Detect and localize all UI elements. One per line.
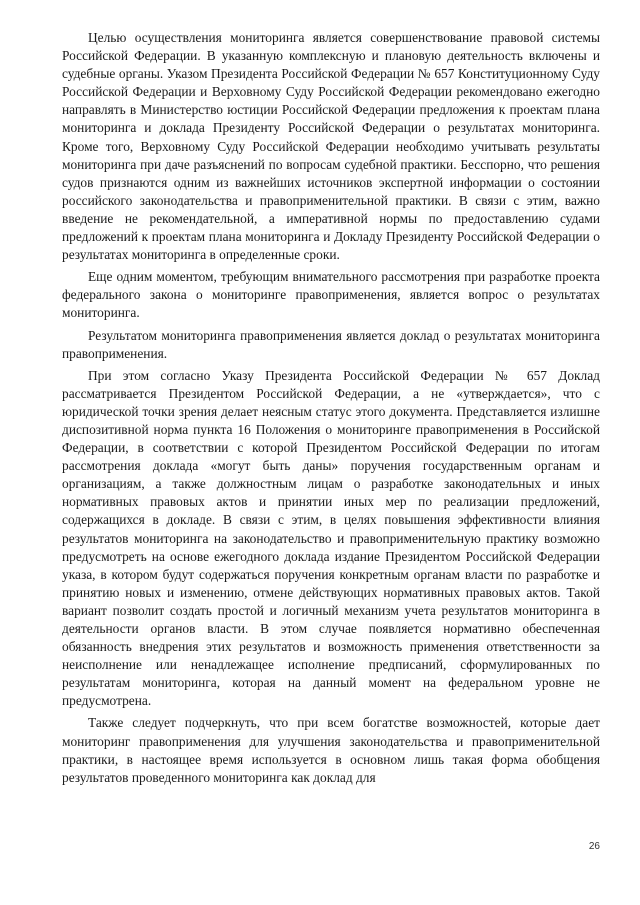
paragraph-decree-657: При этом согласно Указу Президента Российской Федерации № 657 Доклад рассматривается Президентом Российской Федерации, а не «утверждается», что с юридической точки зрения делает неясным статус этого документа. Представляется излишне диспозитивной норма пункта 16 Положения о мониторинге правоприменения в Российской Федерации, в соответствии с которой Президентом Российской Федерации по итогам рассмотрения доклада «могут быть даны» поручения государственным органам и организациям, а также должностным лицам о разработке законодательных и иных нормативных правовых актов и принятии иных мер по реализации предложений, содержащихся в докладе. В связи с этим, в целях повышения эффективности влияния результатов мониторинга на законодательство и правоприменительную практику возможно предусмотреть на основе ежегодного доклада издание Президентом Российской Федерации указа, в котором будут содержаться поручения конкретным органам власти по разработке и принятию новых и изменению, отмене действующих нормативных правовых актов. Такой вариант позволит создать простой и логичный механизм учета результатов мониторинга в деятельности органов власти. В этом случае появляется нормативно обеспеченная обязанность внедрения этих результатов и возможность применения ответственности за неисполнение или ненадлежащее исполнение предписаний, сформулированных по результатам мониторинга, которая на данный момент на федеральном уровне не предусмотрена. [62, 367, 600, 709]
paragraph-results-question: Еще одним моментом, требующим внимательного рассмотрения при разработке проекта федерального закона о мониторинге правоприменения, является вопрос о результатах мониторинга. [62, 269, 600, 321]
body-text [62, 29, 600, 791]
paragraph-report-result: Результатом мониторинга правоприменения является доклад о результатах мониторинга правоприменения. [62, 327, 600, 361]
paragraph-monitoring-goal: Целью осуществления мониторинга является совершенствование правовой системы Российской Федерации. В указанную комплексную и плановую деятельность включены и судебные органы. Указом Президента Российской Федерации № 657 Конституционному Суду Российской Федерации и Верховному Суду Российской Федерации рекомендовано ежегодно направлять в Министерство юстиции Российской Федерации предложения к проектам плана мониторинга и доклада Президенту Российской Федерации о результатах мониторинга. Кроме того, Верховному Суду Российской Федерации необходимо учитывать результаты мониторинга при даче разъяснений по вопросам судебной практики. Бесспорно, что решения судов признаются одним из важнейших источников экспертной информации о состоянии российского законодательства и правоприменительной практики. В связи с этим, важно введение не рекомендательной, а императивной нормы по предоставлению судами предложений к проектам плана мониторинга и Докладу Президенту Российской Федерации о результатах мониторинга в определенные сроки. [62, 30, 600, 263]
paragraph-emphasis: Также следует подчеркнуть, что при всем богатстве возможностей, которые дает мониторинг правоприменения для улучшения законодательства и правоприменительной практики, в настоящее время используется в основном лишь такая форма обобщения результатов проведенного мониторинга как доклад для [62, 715, 600, 785]
page-number: 26 [588, 841, 600, 852]
